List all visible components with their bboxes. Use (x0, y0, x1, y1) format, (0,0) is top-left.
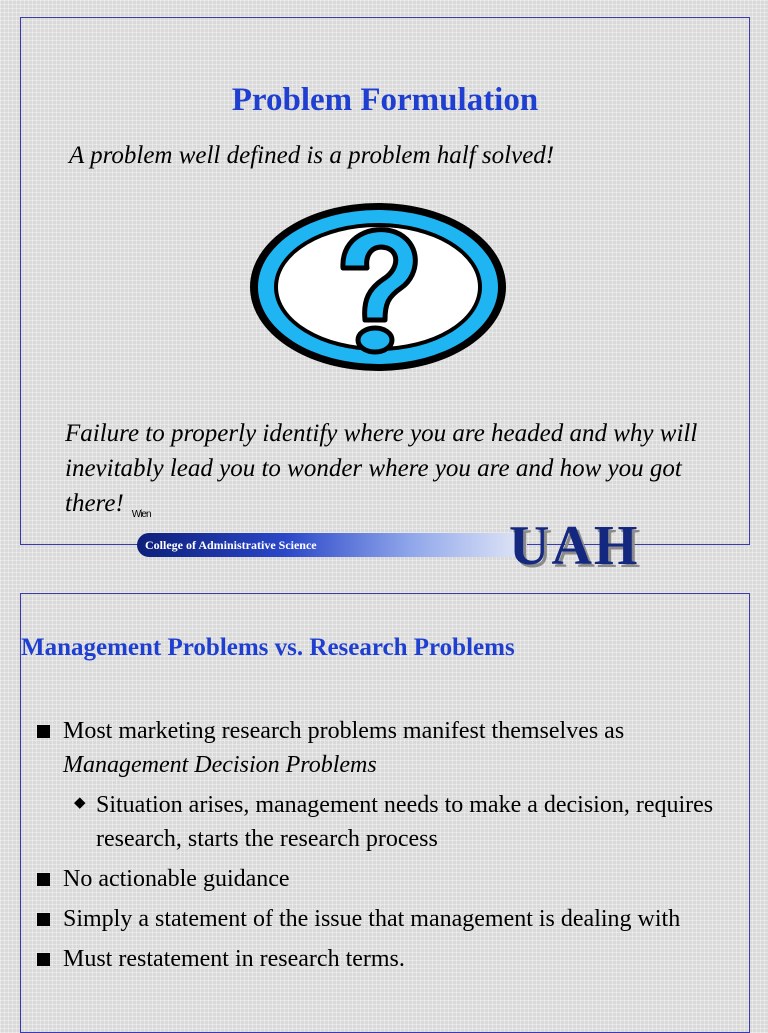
bullet-item: No actionable guidance (35, 862, 735, 896)
bullet-list (35, 714, 735, 982)
bullet-item: Most marketing research problems manifest themselves as Management Decision Problems (35, 714, 735, 782)
failure-text: Failure to properly identify where you are headed and why will inevitably lead you to wonder where you are and how you got there! $_{Wien}$ (65, 420, 698, 520)
slide-title: Problem Formulation (231, 82, 539, 118)
slide-problem-formulation (20, 17, 750, 577)
square-bullet-icon (37, 725, 50, 738)
sub-bullet-item: ◆ Situation arises, management needs to make a decision, requires research, starts the research process (74, 792, 714, 852)
quote-text: A problem well defined is a problem half solved! (69, 142, 555, 169)
slide-management-vs-research (20, 593, 750, 1033)
college-banner: College of Administrative Science (137, 533, 527, 557)
bullet-item: Must restatement in research terms. (35, 942, 735, 976)
bullet-item: Simply a statement of the issue that management is dealing with (35, 902, 735, 936)
slide-title: Management Problems vs. Research Problems (21, 634, 515, 661)
uah-logo: UAH (509, 515, 640, 577)
diamond-bullet-icon: ◆ (74, 795, 86, 811)
square-bullet-icon (37, 873, 50, 886)
question-mark-icon (243, 196, 513, 378)
square-bullet-icon (37, 953, 50, 966)
square-bullet-icon (37, 913, 50, 926)
attribution: Wien (131, 509, 151, 520)
